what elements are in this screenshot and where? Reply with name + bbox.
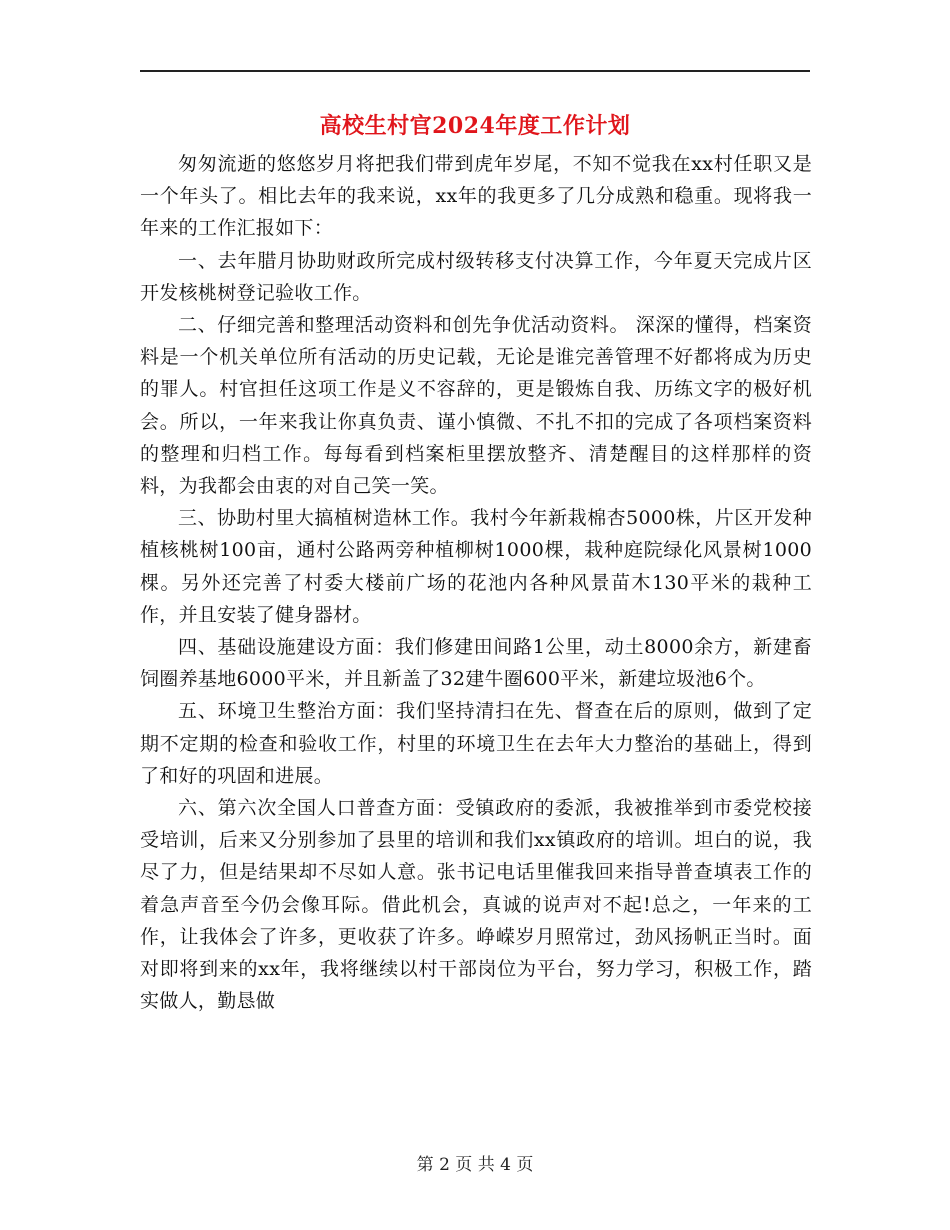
section-5-paragraph: 五、环境卫生整治方面：我们坚持清扫在先、督查在后的原则，做到了定期不定期的检查和验收工作，村里的环境卫生在去年大力整治的基础上，得到了和好的巩固和进展。 [140,700,812,787]
document-title: 高校生村官2024年度工作计划 [319,113,631,139]
section-1-paragraph: 一、去年腊月协助财政所完成村级转移支付决算工作，今年夏天完成片区开发核桃树登记验收工作。 [140,249,812,304]
document-body [140,148,812,1017]
header-rule [140,70,810,72]
section-4-paragraph: 四、基础设施建设方面：我们修建田间路1公里，动土8000余方，新建畜饲圈养基地6000平米，并且新盖了32建牛圈600平米，新建垃圾池6个。 [140,636,812,691]
page-footer [0,1152,950,1178]
intro-paragraph: 匆匆流逝的悠悠岁月将把我们带到虎年岁尾，不知不觉我在xx村任职又是一个年头了。相比去年的我来说，xx年的我更多了几分成熟和稳重。现将我一年来的工作汇报如下： [140,153,812,240]
section-3-paragraph: 三、协助村里大搞植树造林工作。我村今年新栽棉杏5000株，片区开发种植核桃树100亩，通村公路两旁种植柳树1000棵，栽种庭院绿化风景树1000棵。另外还完善了村委大楼前广场的花池内各种风景苗木130平米的栽种工作，并且安装了健身器材。 [140,507,812,626]
page-number-label: 第 2 页 共 4 页 [416,1155,534,1175]
section-6-paragraph: 六、第六次全国人口普查方面：受镇政府的委派，我被推举到市委党校接受培训，后来又分别参加了县里的培训和我们xx镇政府的培训。坦白的说，我尽了力，但是结果却不尽如人意。张书记电话里催我回来指导普查填表工作的着急声音至今仍会像耳际。借此机会，真诚的说声对不起!总之，一年来的工作，让我体会了许多，更收获了许多。峥嵘岁月照常过，劲风扬帆正当时。面对即将到来的xx年，我将继续以村干部岗位为平台，努力学习，积极工作，踏实做人，勤恳做 [140,797,812,1013]
section-2-paragraph: 二、仔细完善和整理活动资料和创先争优活动资料。 深深的懂得，档案资料是一个机关单位所有活动的历史记载，无论是谁完善管理不好都将成为历史的罪人。村官担任这项工作是义不容辞的，更是锻炼自我、历练文字的极好机会。所以，一年来我让你真负责、谨小慎微、不扎不扣的完成了各项档案资料的整理和归档工作。每每看到档案柜里摆放整齐、清楚醒目的这样那样的资料，为我都会由衷的对自己笑一笑。 [140,314,812,498]
